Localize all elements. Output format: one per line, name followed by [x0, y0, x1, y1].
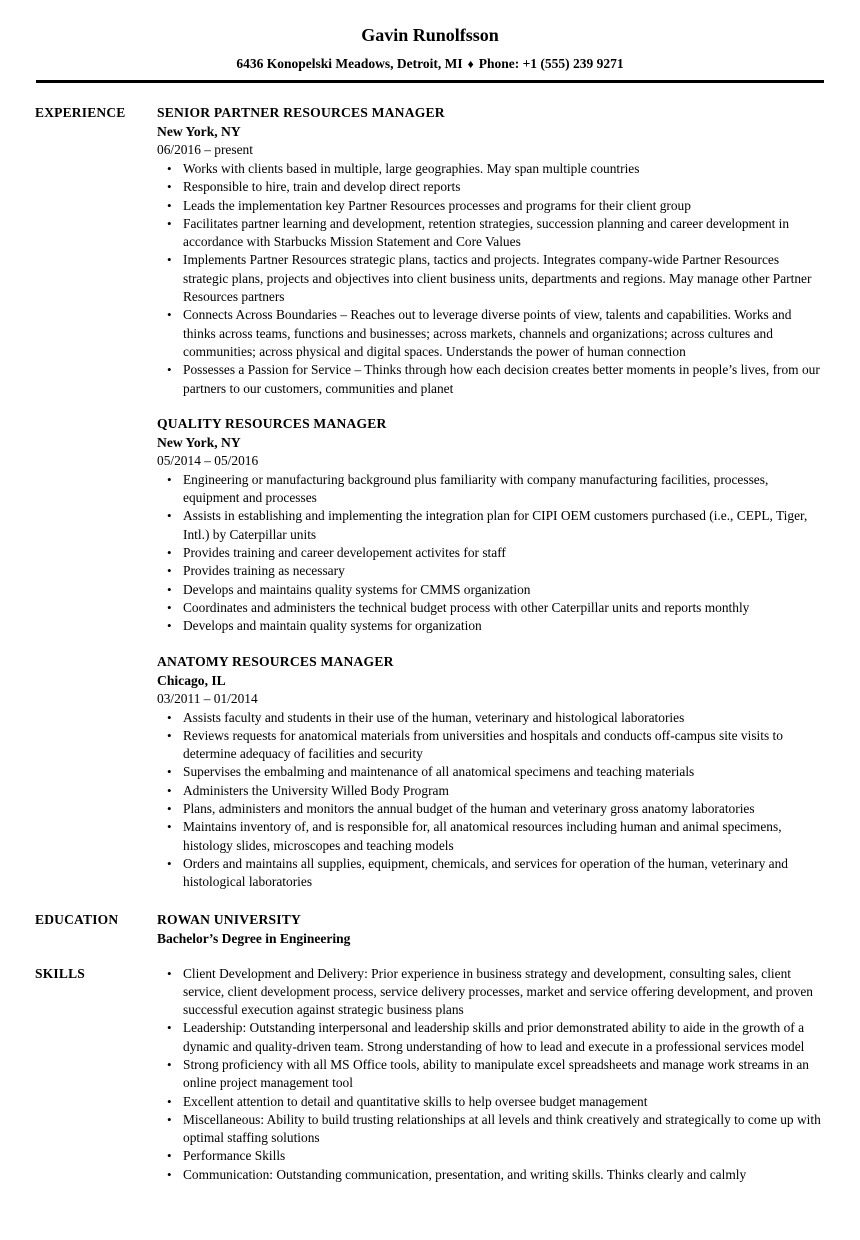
bullet-item: [157, 361, 824, 398]
bullet-item: [157, 471, 824, 508]
skills-bullet-list: [157, 965, 824, 1185]
bullet-text: Excellent attention to detail and quantitative skills to help oversee budget management: [183, 1093, 648, 1109]
job-entry-3: [157, 652, 824, 892]
bullet-item: [157, 1111, 824, 1148]
bullet-item: [157, 709, 824, 727]
bullet-item: [157, 965, 824, 1020]
bullet-text: Implements Partner Resources strategic plans, tactics and projects. Integrates company-wide Partner Resources strategic plans, projects and objectives into client business units, departments and regions. May manage other Partner Resources partners: [183, 252, 812, 305]
bullet-item: [157, 1147, 824, 1165]
education-label: EDUCATION: [35, 911, 119, 927]
bullet-item: [157, 544, 824, 562]
bullet-text: Performance Skills: [183, 1148, 286, 1164]
bullet-text: Maintains inventory of, and is responsible for, all anatomical resources including human and animal specimens, histology slides, microscopes and teaching models: [183, 819, 782, 853]
bullet-text: Coordinates and administers the technical budget process with other Caterpillar units and reports monthly: [183, 599, 750, 615]
education-content: [157, 910, 824, 948]
experience-label: EXPERIENCE: [35, 105, 126, 120]
job-entry-1: [157, 103, 824, 398]
job-location: Chicago, IL: [157, 672, 226, 688]
job-dates: 03/2011 – 01/2014: [157, 690, 258, 706]
bullet-text: Engineering or manufacturing background plus familiarity with company manufacturing facilities, processes, equipment and processes: [183, 471, 769, 506]
bullet-item: [157, 1093, 824, 1111]
experience-content: [157, 103, 824, 892]
bullet-item: [157, 727, 824, 764]
resume-body: [0, 83, 860, 1184]
job-title: ANATOMY RESOURCES MANAGER: [157, 653, 394, 669]
address-text: 6436 Konopelski Meadows, Detroit, MI: [236, 56, 463, 71]
skills-section: [35, 964, 824, 1185]
bullet-text: Supervises the embalming and maintenance of all anatomical specimens and teaching materials: [183, 764, 695, 780]
bullet-text: Leadership: Outstanding interpersonal and leadership skills and prior demonstrated ability to aide in the growth of a dynamic and quality-driven team. Strong understanding of how to lead and execute in a professional services model: [183, 1020, 805, 1054]
education-section: [35, 910, 824, 948]
bullet-item: [157, 160, 824, 178]
bullet-item: [157, 507, 824, 544]
person-name: Gavin Runolfsson: [361, 25, 499, 45]
bullet-item: [157, 1019, 824, 1056]
bullet-item: [157, 1166, 824, 1184]
bullet-text: Leads the implementation key Partner Resources processes and programs for their client group: [183, 197, 691, 213]
bullet-item: [157, 197, 824, 215]
bullet-item: [157, 306, 824, 361]
bullet-text: Communication: Outstanding communication, presentation, and writing skills. Thinks clearly and calmly: [183, 1166, 747, 1182]
job-entry-2: [157, 414, 824, 636]
bullet-text: Plans, administers and monitors the annual budget of the human and veterinary gross anatomy laboratories: [183, 801, 755, 817]
phone-text: Phone: +1 (555) 239 9271: [478, 56, 624, 71]
job-title: SENIOR PARTNER RESOURCES MANAGER: [157, 105, 445, 120]
bullet-text: Reviews requests for anatomical materials from universities and hospitals and conducts off-campus site visits to determine adequacy of facilities and security: [183, 727, 783, 762]
bullet-text: Responsible to hire, train and develop direct reports: [183, 179, 461, 195]
bullet-item: [157, 251, 824, 306]
job-dates: 06/2016 – present: [157, 142, 253, 157]
school-name: ROWAN UNIVERSITY: [157, 911, 302, 927]
resume-header: [0, 0, 860, 83]
bullet-text: Miscellaneous: Ability to build trusting relationships at all levels and think creatively and strategically to come up with optimal staffing solutions: [183, 1111, 821, 1146]
experience-section: [35, 103, 824, 892]
bullet-text: Client Development and Delivery: Prior experience in business strategy and development, consulting sales, client service, client development process, service delivery processes, market and service offering development, and proven successful execution against strategic business plans: [183, 965, 813, 1018]
job-title: QUALITY RESOURCES MANAGER: [157, 415, 387, 431]
job-location: New York, NY: [157, 124, 241, 139]
bullet-text: Orders and maintains all supplies, equipment, chemicals, and services for operation of the human, veterinary and histological laboratories: [183, 855, 788, 890]
bullet-text: Provides training and career developement activites for staff: [183, 545, 506, 561]
bullet-item: [157, 215, 824, 252]
job-bullet-list: [157, 160, 824, 398]
bullet-text: Administers the University Willed Body Program: [183, 782, 449, 798]
diamond-icon: ♦: [467, 57, 474, 71]
job-location: New York, NY: [157, 434, 241, 450]
bullet-item: [157, 1056, 824, 1093]
bullet-item: [157, 782, 824, 800]
bullet-text: Develops and maintain quality systems for organization: [183, 618, 482, 634]
bullet-item: [157, 800, 824, 818]
bullet-item: [157, 178, 824, 196]
bullet-item: [157, 855, 824, 892]
degree-name: Bachelor’s Degree in Engineering: [157, 930, 351, 946]
bullet-item: [157, 581, 824, 599]
bullet-item: [157, 599, 824, 617]
bullet-item: [157, 818, 824, 855]
bullet-text: Connects Across Boundaries – Reaches out to leverage diverse points of view, talents and capabilities. Works and thinks across teams, functions and businesses; across markets, channels and organizations; across cultures and communities; across physical and digital spaces. Understands the power of human connection: [183, 307, 792, 359]
bullet-text: Possesses a Passion for Service – Thinks through how each decision creates better moments in people’s lives, from our partners to our customers, communities and planet: [183, 362, 820, 396]
bullet-text: Assists faculty and students in their use of the human, veterinary and histological laboratories: [183, 709, 685, 725]
bullet-text: Works with clients based in multiple, large geographies. May span multiple countries: [183, 161, 640, 176]
job-dates: 05/2014 – 05/2016: [157, 452, 259, 468]
bullet-item: [157, 763, 824, 781]
bullet-text: Strong proficiency with all MS Office tools, ability to manipulate excel spreadsheets and manage work streams in an online project management tool: [183, 1056, 809, 1091]
bullet-item: [157, 562, 824, 580]
bullet-item: [157, 617, 824, 635]
bullet-text: Provides training as necessary: [183, 563, 345, 579]
bullet-text: Develops and maintains quality systems for CMMS organization: [183, 581, 531, 597]
bullet-text: Facilitates partner learning and development, retention strategies, succession planning and career development in accordance with Starbucks Mission Statement and Core Values: [183, 215, 790, 250]
job-bullet-list: [157, 471, 824, 636]
bullet-text: Assists in establishing and implementing the integration plan for CIPI OEM customers purchased (i.e., CEPL, Tiger, Intl.) by Caterpillar units: [183, 508, 808, 542]
skills-content: [157, 964, 824, 1185]
contact-line: [0, 56, 860, 72]
skills-label: SKILLS: [35, 965, 85, 981]
job-bullet-list: [157, 709, 824, 892]
